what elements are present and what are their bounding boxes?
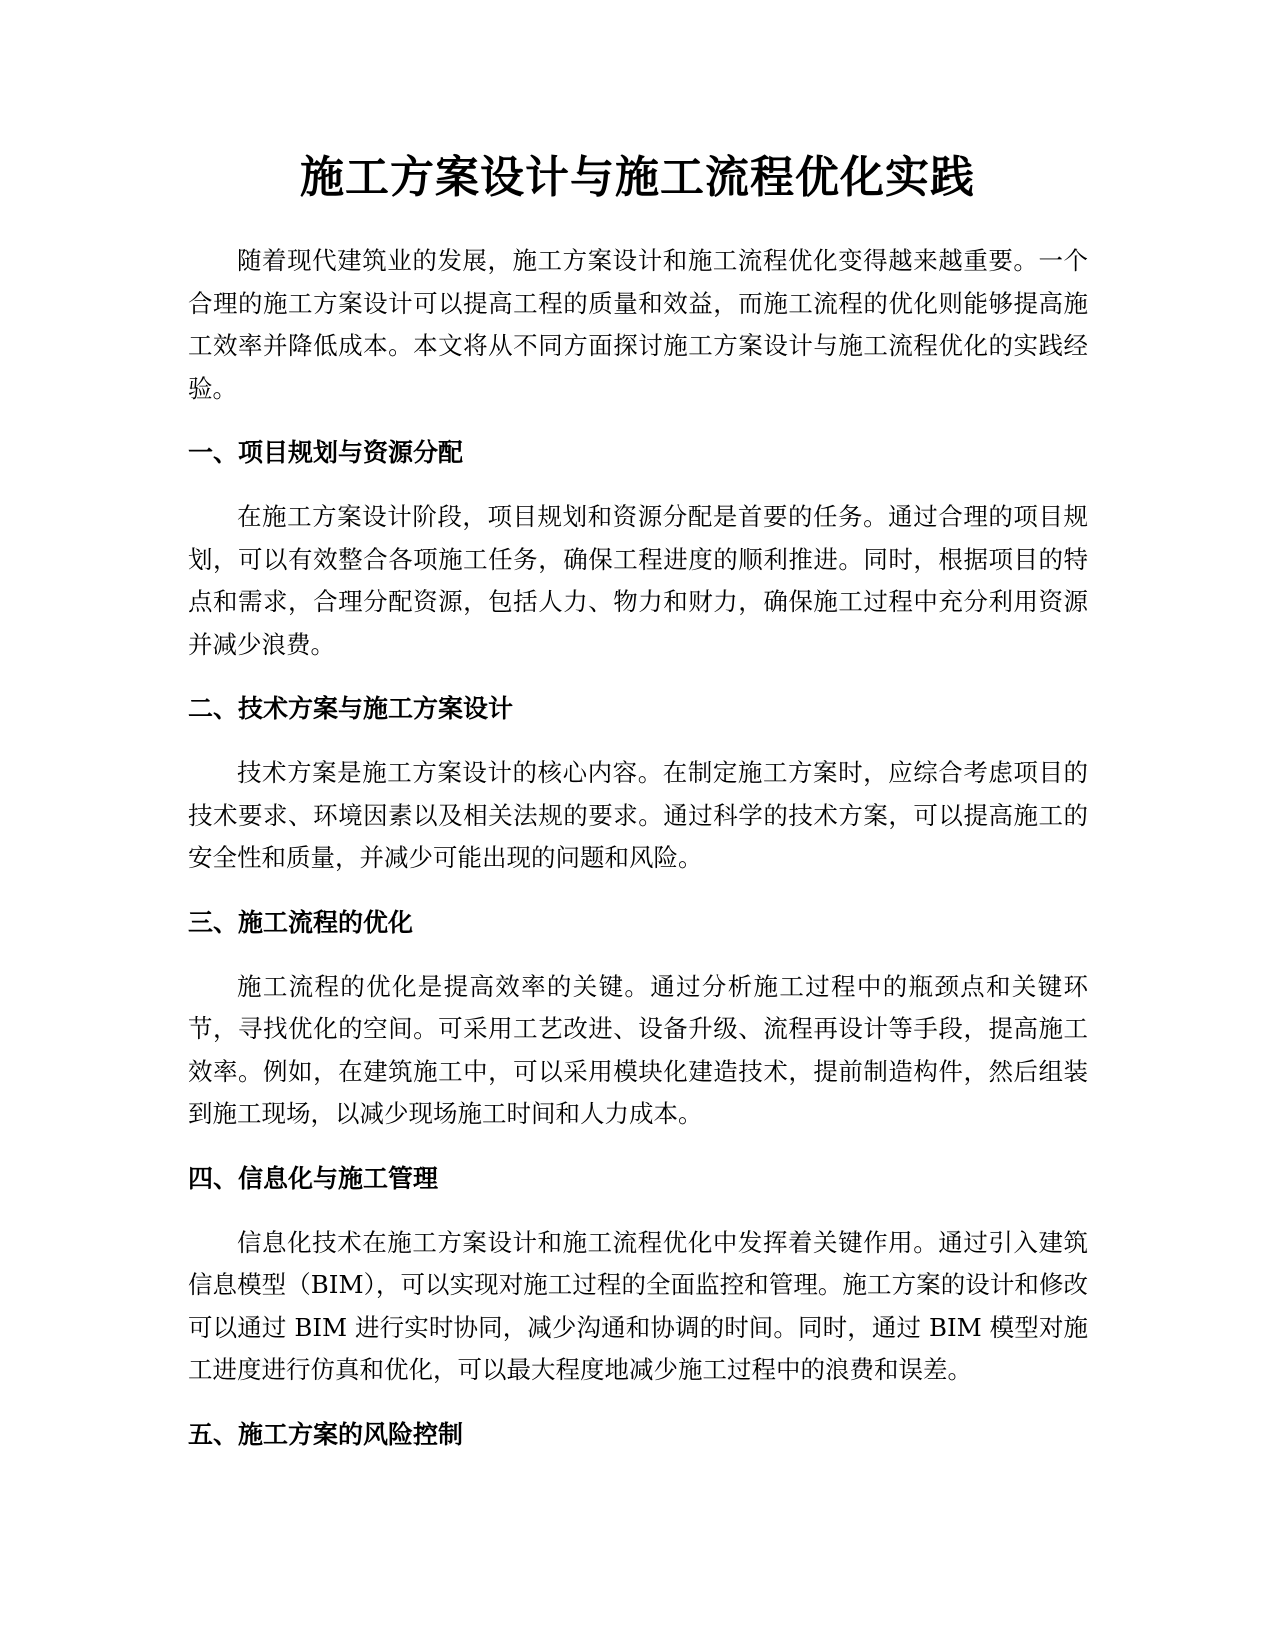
section-2-paragraph: 技术方案是施工方案设计的核心内容。在制定施工方案时，应综合考虑项目的技术要求、环境因素以及相关法规的要求。通过科学的技术方案，可以提高施工的安全性和质量，并减少可能出现的问题和风险。 bbox=[188, 758, 1088, 872]
section-2-heading: 二、技术方案与施工方案设计 bbox=[188, 694, 514, 723]
section-4-heading: 四、信息化与施工管理 bbox=[188, 1163, 439, 1193]
section-3-paragraph: 施工流程的优化是提高效率的关键。通过分析施工过程中的瓶颈点和关键环节，寻找优化的空间。可采用工艺改进、设备升级、流程再设计等手段，提高施工效率。例如，在建筑施工中，可以采用模块化建造技术，提前制造构件，然后组装到施工现场，以减少现场施工时间和人力成本。 bbox=[188, 971, 1088, 1128]
section-3-heading: 三、施工流程的优化 bbox=[188, 907, 414, 937]
intro-paragraph: 随着现代建筑业的发展，施工方案设计和施工流程优化变得越来越重要。一个合理的施工方案设计可以提高工程的质量和效益，而施工流程的优化则能够提高施工效率并降低成本。本文将从不同方面探讨施工方案设计与施工流程优化的实践经验。 bbox=[188, 246, 1088, 403]
document-title: 施工方案设计与施工流程优化实践 bbox=[300, 152, 975, 203]
section-1-paragraph: 在施工方案设计阶段，项目规划和资源分配是首要的任务。通过合理的项目规划，可以有效整合各项施工任务，确保工程进度的顺利推进。同时，根据项目的特点和需求，合理分配资源，包括人力、物力和财力，确保施工过程中充分利用资源并减少浪费。 bbox=[188, 502, 1088, 659]
document-body bbox=[188, 240, 1088, 1456]
section-1-heading: 一、项目规划与资源分配 bbox=[188, 438, 464, 467]
section-5-heading: 五、施工方案的风险控制 bbox=[188, 1419, 464, 1449]
section-4-paragraph: 信息化技术在施工方案设计和施工流程优化中发挥着关键作用。通过引入建筑信息模型（BIM），可以实现对施工过程的全面监控和管理。施工方案的设计和修改可以通过 BIM 进行实时协同，减少沟通和协调的时间。同时，通过 BIM 模型对施工进度进行仿真和优化，可以最大程度地减少施工过程中的浪费和误差。 bbox=[188, 1227, 1088, 1384]
